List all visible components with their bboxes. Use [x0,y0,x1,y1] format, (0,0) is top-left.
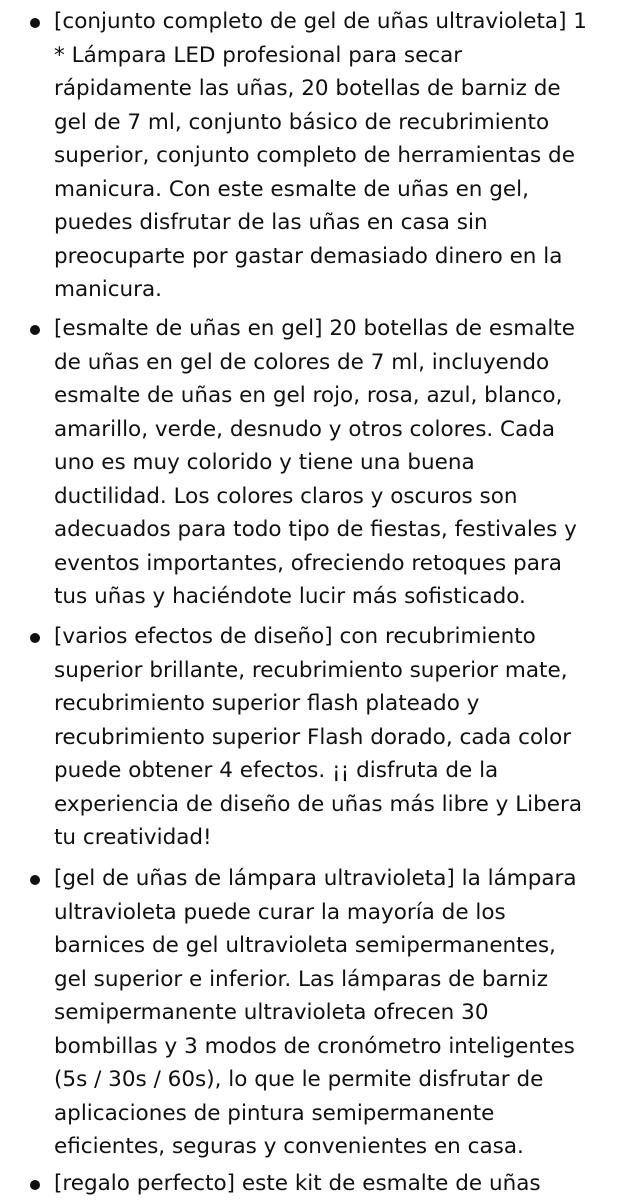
text-line: eficientes, seguras y convenientes en casa. [54,1134,524,1159]
text-line: puede obtener 4 efectos. ¡¡ disfruta de la [54,758,499,783]
text-line: rápidamente las uñas, 20 botellas de barniz de [54,76,561,101]
text-line: amarillo, verde, desnudo y otros colores. Cada [54,416,556,442]
text-line: preocuparte por gastar demasiado dinero en la [54,243,563,269]
text-line: esmalte de uñas en gel rojo, rosa, azul, blanco, [54,383,563,408]
text-line: [conjunto completo de gel de uñas ultravioleta] 1 [54,9,587,34]
text-line: de uñas en gel de colores de 7 ml, incluyendo [54,349,550,375]
text-line: barnices de gel ultravioleta semipermanentes, [54,933,556,958]
text-line: [varios efectos de diseño] con recubrimiento [54,624,536,649]
text-line: [regalo perfecto] este kit de esmalte de uñas [54,1171,541,1196]
text-line: manicura. [54,277,163,302]
text-line: ductilidad. Los colores claros y oscuros son [54,483,518,509]
text-line: adecuados para todo tipo de fiestas, festivales y [54,517,577,542]
feature-text [54,5,629,307]
text-line: semipermanente ultravioleta ofrecen 30 [54,1000,489,1025]
feature-text [54,312,629,614]
text-line: superior brillante, recubrimiento superior mate, [54,657,568,683]
text-line: eventos importantes, ofreciendo retoques para [54,550,562,576]
text-line: recubrimiento superior flash plateado y [54,691,480,716]
text-line: bombillas y 3 modos de cronómetro inteligentes [54,1033,575,1059]
text-line: aplicaciones de pintura semipermanente [54,1100,495,1126]
text-line: superior, conjunto completo de herramientas de [54,143,575,168]
bullet-icon [30,18,40,28]
feature-text [54,1167,629,1201]
text-line: gel de 7 ml, conjunto básico de recubrimiento [54,109,550,135]
feature-text [54,862,629,1164]
text-line: (5s / 30s / 60s), lo que le permite disfrutar de [54,1067,544,1092]
text-line: [esmalte de uñas en gel] 20 botellas de esmalte [54,316,576,341]
text-line: manicura. Con este esmalte de uñas en gel, [54,176,529,202]
text-line: * Lámpara LED profesional para secar [54,42,463,68]
text-line: ultravioleta puede curar la mayoría de los [54,899,506,925]
text-line: uno es muy colorido y tiene una buena [54,450,475,475]
text-line: puedes disfrutar de las uñas en casa sin [54,210,488,235]
bullet-icon [30,1180,40,1190]
bullet-icon [30,325,40,335]
bullet-icon [30,875,40,885]
text-line: tus uñas y haciéndote lucir más sofisticado. [54,584,526,609]
text-line: gel superior e inferior. Las lámparas de barniz [54,966,549,992]
feature-text [54,620,629,855]
text-line: tu creatividad! [54,825,212,850]
text-line: [gel de uñas de lámpara ultravioleta] la lámpara [54,866,577,891]
text-line: experiencia de diseño de uñas más libre y Libera [54,791,583,817]
text-line: recubrimiento superior Flash dorado, cada color [54,724,572,750]
bullet-icon [30,633,40,643]
